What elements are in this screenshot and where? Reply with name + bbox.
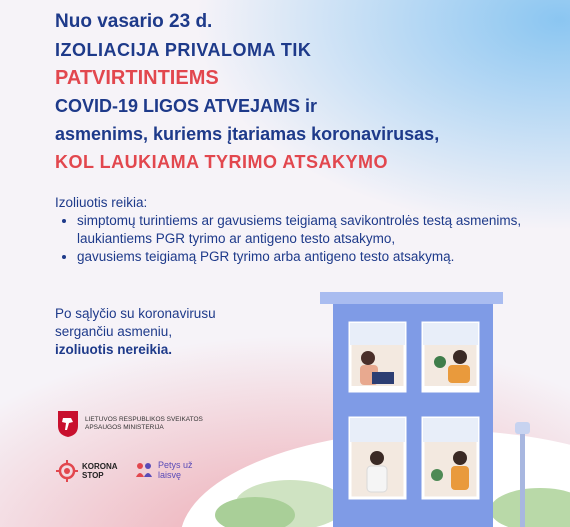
laisve-line: laisvę — [158, 470, 182, 480]
people-icon — [135, 461, 153, 479]
requirements-list — [55, 212, 570, 266]
ministry-name: LIETUVOS RESPUBLIKOS SVEIKATOS APSAUGOS MINISTERIJA — [85, 416, 203, 431]
headline-confirmed: PATVIRTINTIEMS — [55, 67, 219, 89]
contact-note-line: Po sąlyčio su koronavirusu — [55, 306, 216, 321]
headline — [55, 8, 439, 176]
petys-logo — [135, 460, 193, 480]
petys-line: Petys už — [158, 460, 193, 470]
headline-covid-cases: COVID-19 LIGOS ATVEJAMS ir — [55, 96, 318, 116]
headline-awaiting-result: KOL LAUKIAMA TYRIMO ATSAKYMO — [55, 152, 388, 172]
lamp-head — [515, 422, 530, 434]
korona-line: KORONA — [82, 462, 118, 471]
requirement-item: • gavusiems teigiamą PGR tyrimo arba antigeno testo atsakymą. — [77, 248, 570, 266]
headline-suspected: asmenims, kuriems įtariamas koronavirusas, — [55, 124, 440, 144]
contact-note-line: sergančiu asmeniu, — [55, 324, 173, 339]
building-roof — [320, 292, 503, 304]
window-bottom-left — [350, 418, 405, 498]
window-top-right — [423, 323, 478, 392]
contact-note — [55, 305, 216, 359]
stop-line: STOP — [82, 471, 104, 480]
contact-note-emphasis: izoliuotis nereikia. — [55, 342, 173, 357]
window-bottom-right — [423, 418, 478, 498]
requirements-intro: Izoliuotis reikia: — [55, 195, 148, 210]
coat-of-arms-icon — [57, 410, 79, 438]
headline-date: Nuo vasario 23 d. — [55, 11, 213, 32]
korona-stop-logo — [56, 460, 118, 482]
requirement-item: • simptomų turintiems ar gavusiems teigiamą savikontrolės testą asmenims, laukiantiems PGR tyrimo ar antigeno testo atsakymo, — [77, 212, 570, 248]
petys-text — [158, 460, 193, 480]
headline-isolation: IZOLIACIJA PRIVALOMA TIK — [55, 40, 312, 60]
lamp-post — [520, 430, 525, 527]
isolation-requirements — [55, 194, 570, 266]
korona-stop-text — [82, 462, 118, 480]
virus-icon — [56, 460, 78, 482]
ministry-logo — [57, 410, 235, 438]
window-top-left — [350, 323, 405, 392]
